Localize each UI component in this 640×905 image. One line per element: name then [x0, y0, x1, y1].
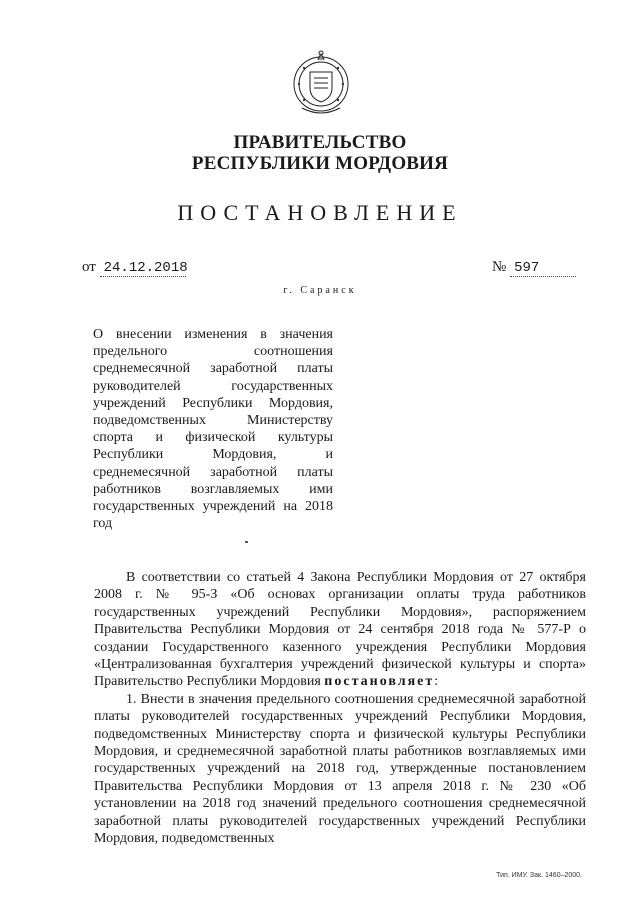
document-body: [94, 569, 586, 848]
coat-of-arms-emblem: [290, 48, 352, 122]
city-line: г. Саранск: [283, 285, 357, 296]
preamble-colon: :: [434, 674, 439, 690]
preamble-text: В соответствии со статьей 4 Закона Республики Мордовия от 27 октября 2008 г. № 95-З «Об основах организации оплаты труда работников государственных учреждений Республики Мордовия», распоряжением Правительства Республики Мордовия от 24 сентября 2018 года № 577-Р о создании Государственного казенного учреждения Республики Мордовия «Централизованная бухгалтерия учреждений физической культуры и спорта» Правительство Республики Мордовия: [94, 570, 586, 690]
number-prefix: №: [492, 259, 507, 275]
document-date: 24.12.2018: [100, 260, 186, 277]
date-row: [82, 259, 186, 277]
print-mark: Тип. ИМУ. Зак. 1460–2000.: [496, 872, 582, 879]
paragraph-item-1: 1. Внести в значения предельного соотношения среднемесячной заработной платы руководителей государственных учреждений Республики Мордовия, подведомственных Министерству спорта и физической культуры Республики Мордовия, и среднемесячной заработной платы работников возглавляемых ими государственных учреждений на 2018 год, утвержденные постановлением Правительства Республики Мордовия от 13 апреля 2018 г. № 230 «Об установлении на 2018 год значений предельного соотношения среднемесячной заработной платы руководителей государственных учреждений Республики Мордовия, подведомственных: [94, 691, 586, 847]
number-row: [492, 259, 576, 277]
document-type-title: ПОСТАНОВЛЕНИЕ: [177, 200, 463, 225]
document-number: 597: [510, 260, 576, 277]
date-prefix: от: [82, 259, 96, 275]
org-name-line-2: РЕСПУБЛИКИ МОРДОВИЯ: [191, 153, 449, 174]
speck: [245, 541, 248, 543]
org-name-line-1: ПРАВИТЕЛЬСТВО: [233, 132, 407, 153]
paragraph-preamble: [94, 569, 586, 691]
document-subject: О внесении изменения в значения предельного соотношения среднемесячной заработной платы руководителей государственных учреждений Республики Мордовия, подведомственных Министерству спорта и физической культуры Республики Мордовия, и среднемесячной заработной платы работников возглавляемых ими государственных учреждений на 2018 год: [93, 327, 333, 532]
resolution-keyword: постановляет: [324, 674, 435, 690]
